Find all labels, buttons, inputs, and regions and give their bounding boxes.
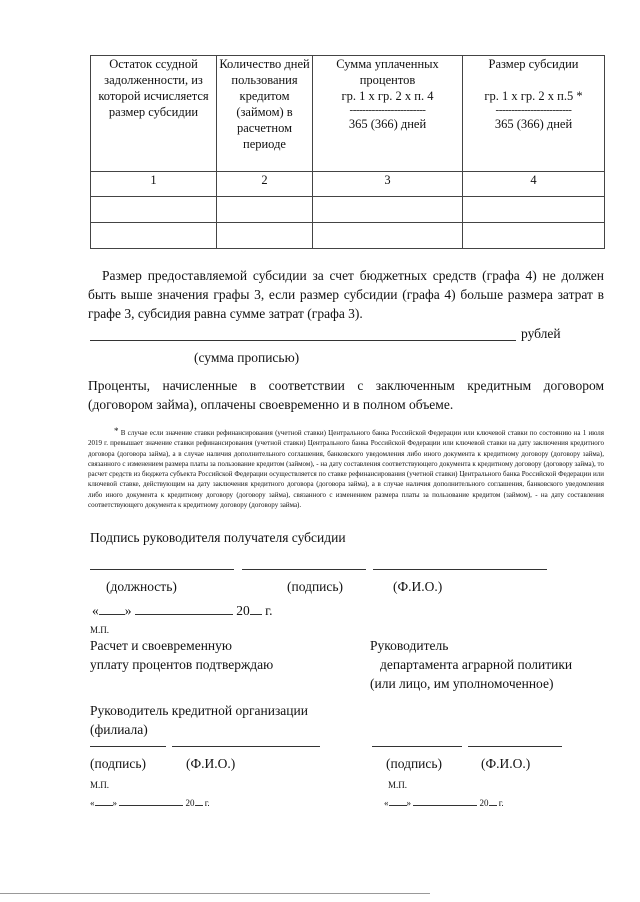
date-quote-close: » [112,798,117,808]
table-row [91,197,605,223]
date-quote-open: « [92,603,99,618]
footnote-text: В случае если значение ставки рефинансирования (учетной ставки) Центрального банка Российской Федерации или ключевой ставки по состоянию на 1 июля 2019 г. превышает значение ставки рефинансирования (учетной ставки) Центрального банка Российской Федерации или ключевой ставки на дату заключения кредитного договора (договора займа), а в случае наличия дополнительного соглашения, банковского уведомления либо иного документа к кредитному договору (договору займа), связанного с изменением размера платы за пользование кредитом (займом), - на дату составления соответствующего документа к кредитному договору (договору займа), то расчет средств из бюджета субъекта Российской Федерации осуществляется по ставке рефинансирования (учетной ставки) Центрального банка Российской Федерации или ключевой ставке, действующим на дату заключения кредитного договора (договора займа), а в случае наличия дополнительного соглашения, банковского уведомления либо иного документа к кредитному договору (договору займа), связанного с изменением размера платы за пользование кредитом (займом), - на дату составления соответствующего документа к кредитному договору (договору займа). [88,429,604,510]
table-cell[interactable] [313,223,463,249]
footnote-mark: * [114,426,119,436]
amount-field[interactable] [90,340,516,341]
recipient-fio-label: (Ф.И.О.) [393,579,443,594]
table-cell[interactable] [91,197,217,223]
table-header-row [91,56,605,172]
date-year-field[interactable] [250,614,262,615]
date-quote-open: « [90,798,95,808]
amount-caption: (сумма прописью) [194,350,300,365]
header-interest-paid [313,56,463,172]
confirm-line-1: Расчет и своевременную [90,638,232,653]
page-bottom-rule [0,893,430,894]
recipient-position-label: (должность) [106,579,177,594]
header-days-count: Количество дней пользования кредитом (займом) в расчетном периоде [217,56,313,172]
col-number-2: 2 [217,172,313,197]
department-block [370,636,572,693]
recipient-signature-title: Подпись руководителя получателя субсидии [90,530,346,545]
col4-denominator: 365 (366) дней [494,117,573,131]
header-subsidy-size-title: Размер субсидии [488,57,579,71]
date-year-suffix: г. [204,798,210,808]
date-month-field[interactable] [119,805,183,806]
recipient-signature-field[interactable] [242,569,366,570]
date-month-field[interactable] [135,614,233,615]
credit-org-fio-label: (Ф.И.О.) [186,756,236,771]
col-number-1: 1 [91,172,217,197]
limit-paragraph: Размер предоставляемой субсидии за счет бюджетных средств (графа 4) не должен быть выше значения графы 3, если размер субсидии (графа 4) больше размера затрат в графе 3, субсидия равна сумме затрат (графа 3). [88,268,604,321]
header-subsidy-size [463,56,605,172]
confirm-line-2: уплату процентов подтверждаю [90,657,274,672]
date-year-prefix: 20 [479,798,489,808]
credit-org-fio-field[interactable] [172,746,320,747]
col3-formula: гр. 1 x гр. 2 x п. 4 [341,89,434,103]
table-number-row [91,172,605,197]
credit-org-line-2: (филиала) [90,722,148,737]
amount-currency: рублей [521,326,561,341]
department-line-3: (или лицо, им уполномоченное) [370,676,554,691]
footnote [88,428,604,510]
table-cell[interactable] [313,197,463,223]
confirm-block [90,636,273,674]
dept-fio-label: (Ф.И.О.) [481,756,531,771]
credit-org-signature-field[interactable] [90,746,166,747]
date-quote-open: « [384,798,389,808]
table-cell[interactable] [217,223,313,249]
date-year-field[interactable] [489,805,497,806]
dept-signature-label: (подпись) [386,756,443,771]
table-cell[interactable] [217,197,313,223]
date-year-suffix: г. [498,798,504,808]
date-quote-close: » [406,798,411,808]
credit-org-stamp: М.П. [90,780,110,790]
table-row [91,223,605,249]
header-loan-balance: Остаток ссудной задолженности, из которой исчисляется размер субсидии [91,56,217,172]
department-line-1: Руководитель [370,638,449,653]
dept-signature-field[interactable] [372,746,462,747]
date-quote-close: » [124,603,132,618]
credit-org-block [90,701,308,739]
col3-divider: ------------------------ [349,104,426,116]
date-day-field[interactable] [99,614,125,615]
col-number-3: 3 [313,172,463,197]
recipient-date [92,603,273,619]
date-month-field[interactable] [413,805,477,806]
table-cell[interactable] [463,197,605,223]
date-year-prefix: 20 [185,798,195,808]
recipient-stamp: М.П. [90,625,110,635]
col4-formula: гр. 1 x гр. 2 x п.5 * [484,89,583,103]
col3-denominator: 365 (366) дней [348,117,427,131]
date-day-field[interactable] [389,805,407,806]
interest-paragraph: Проценты, начисленные в соответствии с заключенным кредитным договором (договором займа), оплачены своевременно и в полном объеме. [88,378,604,412]
department-line-2: департамента аграрной политики [380,657,573,672]
credit-org-line-1: Руководитель кредитной организации [90,703,308,718]
date-year-suffix: г. [265,603,273,618]
dept-fio-field[interactable] [468,746,562,747]
date-day-field[interactable] [95,805,113,806]
dept-date [384,798,504,808]
header-interest-paid-title: Сумма уплаченных процентов [336,57,439,87]
date-year-field[interactable] [195,805,203,806]
recipient-position-field[interactable] [90,569,234,570]
recipient-fio-field[interactable] [373,569,547,570]
credit-org-date [90,798,210,808]
dept-stamp: М.П. [388,780,408,790]
date-year-prefix: 20 [236,603,250,618]
table-cell[interactable] [91,223,217,249]
table-cell[interactable] [463,223,605,249]
recipient-signature-label: (подпись) [287,579,344,594]
credit-org-signature-label: (подпись) [90,756,147,771]
col-number-4: 4 [463,172,605,197]
col4-divider: ------------------------ [495,104,572,116]
subsidy-table [90,55,605,249]
